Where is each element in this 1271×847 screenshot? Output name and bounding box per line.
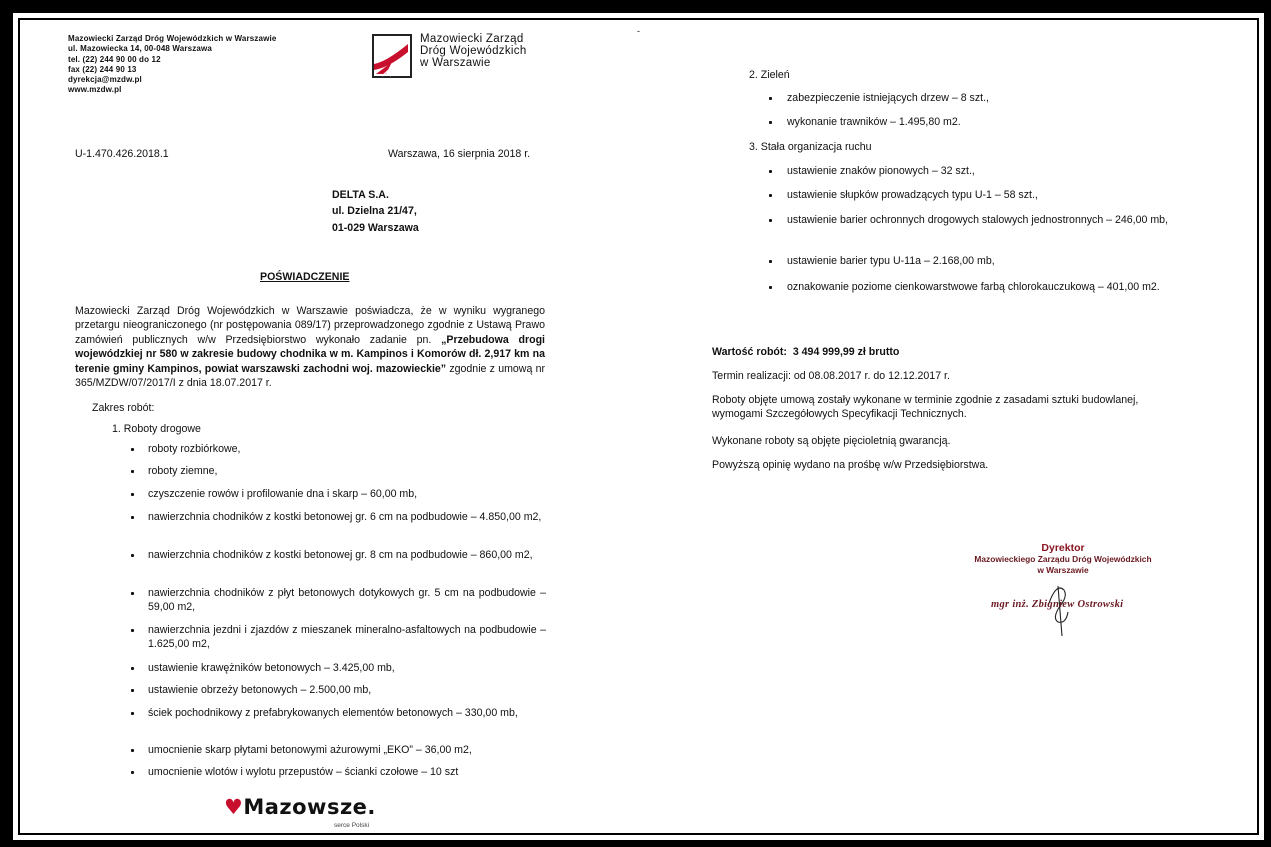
document-title: POŚWIADCZENIE bbox=[260, 271, 350, 283]
bullet-icon bbox=[769, 97, 772, 100]
bullet-icon bbox=[131, 448, 134, 451]
completion-term: Termin realizacji: od 08.08.2017 r. do 12.12.2017 r. bbox=[712, 370, 950, 382]
document-frame bbox=[13, 13, 1264, 840]
mzdw-logo-icon bbox=[372, 34, 412, 78]
list-item: ustawienie słupków prowadzących typu U-1 – 58 szt., bbox=[787, 189, 1038, 201]
stamp-title: Dyrektor bbox=[1041, 542, 1085, 554]
list-item: czyszczenie rowów i profilowanie dna i skarp – 60,00 mb, bbox=[148, 488, 418, 500]
list-item: nawierzchnia jezdni i zjazdów z mieszanek mineralno-asfaltowych na podbudowie – 1.625,00 m2, bbox=[148, 624, 546, 651]
bullet-icon bbox=[769, 286, 772, 289]
stamp-org: Mazowieckiego Zarządu Dróg Wojewódzkich bbox=[974, 554, 1152, 564]
addressee-line: ul. Dzielna 21/47, bbox=[332, 205, 417, 218]
intro-text: Mazowiecki Zarząd Dróg Wojewódzkich w Warszawie poświadcza, że w wyniku wygranego przetargu nieograniczonego (nr postępowania 089/17) przeprowadzonego zgodnie z Ustawą Prawo zamówień publicznych w/w Przedsiębiorstwo wykonało zadanie pn. bbox=[75, 305, 545, 346]
works-value bbox=[712, 345, 899, 359]
logo-text-line: Mazowiecki Zarząd bbox=[420, 33, 524, 45]
bullet-icon bbox=[131, 712, 134, 715]
section-heading: 1. Roboty drogowe bbox=[112, 423, 201, 435]
addressee-line: 01-029 Warszawa bbox=[332, 221, 419, 234]
page-mark: - bbox=[637, 26, 640, 36]
letterhead-line: www.mzdw.pl bbox=[68, 85, 122, 95]
list-item: ustawienie barier typu U-11a – 2.168,00 mb, bbox=[787, 255, 995, 267]
bullet-icon bbox=[131, 749, 134, 752]
list-item: umocnienie skarp płytami betonowymi ażurowymi „EKO” – 36,00 m2, bbox=[148, 744, 472, 756]
footer-logo-text: Mazowsze. bbox=[243, 795, 376, 819]
list-item: nawierzchnia chodników z kostki betonowej gr. 6 cm na podbudowie – 4.850,00 m2, bbox=[148, 511, 542, 523]
bullet-icon bbox=[769, 219, 772, 222]
addressee-block bbox=[332, 187, 419, 236]
place-date: Warszawa, 16 sierpnia 2018 r. bbox=[388, 148, 531, 160]
bullet-icon bbox=[131, 470, 134, 473]
list-item: zabezpieczenie istniejących drzew – 8 szt., bbox=[787, 92, 989, 104]
logo-text-line: Dróg Wojewódzkich bbox=[420, 45, 527, 58]
list-item: roboty rozbiórkowe, bbox=[148, 443, 241, 455]
bullet-icon bbox=[131, 592, 134, 595]
letterhead-line: fax (22) 244 90 13 bbox=[68, 64, 137, 74]
section-heading: 3. Stała organizacja ruchu bbox=[749, 141, 872, 153]
warranty-paragraph: Wykonane roboty są objęte pięcioletnią gwarancją. bbox=[712, 435, 951, 447]
bullet-icon bbox=[131, 771, 134, 774]
footer-tagline: serce Polski bbox=[334, 822, 370, 829]
value-label: Wartość robót: bbox=[712, 346, 787, 358]
letterhead-address bbox=[68, 34, 358, 96]
request-paragraph: Powyższą opinię wydano na prośbę w/w Przedsiębiorstwa. bbox=[712, 459, 989, 471]
scope-label: Zakres robót: bbox=[92, 402, 155, 414]
list-item: nawierzchnia chodników z płyt betonowych dotykowych gr. 5 cm na podbudowie – 59,00 m2, bbox=[148, 587, 546, 614]
bullet-icon bbox=[769, 260, 772, 263]
bullet-icon bbox=[131, 667, 134, 670]
addressee-line: DELTA S.A. bbox=[332, 189, 389, 201]
stamp-city: w Warszawie bbox=[1037, 565, 1089, 575]
list-item: ustawienie barier ochronnych drogowych stalowych jednostronnych – 246,00 mb, bbox=[787, 214, 1169, 226]
bullet-icon bbox=[131, 493, 134, 496]
list-item: ustawienie obrzeży betonowych – 2.500,00 mb, bbox=[148, 684, 372, 696]
bullet-icon bbox=[131, 516, 134, 519]
quality-paragraph: Roboty objęte umową zostały wykonane w terminie zgodnie z zasadami sztuki budowlanej, wymogami Szczegółowych Specyfikacji Technicznych. bbox=[712, 394, 1139, 421]
signatory-name: mgr inż. Zbigniew Ostrowski bbox=[991, 599, 1124, 610]
letterhead-line: dyrekcja@mzdw.pl bbox=[68, 75, 142, 85]
bullet-icon bbox=[131, 554, 134, 557]
letterhead-line: Mazowiecki Zarząd Dróg Wojewódzkich w Warszawie bbox=[68, 34, 277, 43]
director-stamp bbox=[956, 543, 1170, 576]
bullet-icon bbox=[769, 170, 772, 173]
list-item: umocnienie wlotów i wylotu przepustów – ścianki czołowe – 10 szt bbox=[148, 766, 459, 778]
bullet-icon bbox=[769, 121, 772, 124]
list-item: ustawienie krawężników betonowych – 3.425,00 mb, bbox=[148, 662, 395, 674]
mazowsze-logo bbox=[224, 795, 376, 819]
letterhead-line: tel. (22) 244 90 00 do 12 bbox=[68, 54, 161, 64]
contract-text: zgodnie z umową nr 365/MZDW/07/2017/I z dnia 18.07.2017 r. bbox=[75, 362, 545, 390]
task-name: „Przebudowa drogi wojewódzkiej nr 580 w zakresie budowy chodnika w m. Kampinos i Komorów dł. 2,917 km na terenie gminy Kampinos, powiat warszawski zachodni woj. mazowieckie” bbox=[75, 333, 545, 375]
bullet-icon bbox=[131, 629, 134, 632]
bullet-icon bbox=[131, 689, 134, 692]
list-item: wykonanie trawników – 1.495,80 m2. bbox=[787, 116, 961, 128]
list-item: oznakowanie poziome cienkowarstwowe farbą chlorokauczukową – 401,00 m2. bbox=[787, 281, 1160, 293]
value-amount: 3 494 999,99 zł brutto bbox=[792, 346, 900, 358]
intro-paragraph bbox=[75, 304, 545, 390]
list-item: nawierzchnia chodników z kostki betonowej gr. 8 cm na podbudowie – 860,00 m2, bbox=[148, 549, 533, 561]
section-heading: 2. Zieleń bbox=[749, 69, 790, 81]
reference-number: U-1.470.426.2018.1 bbox=[75, 148, 169, 160]
logo-text-line: w Warszawie bbox=[420, 57, 491, 70]
letterhead-line: ul. Mazowiecka 14, 00-048 Warszawa bbox=[68, 44, 212, 54]
list-item: roboty ziemne, bbox=[148, 465, 218, 477]
list-item: ściek pochodnikowy z prefabrykowanych elementów betonowych – 330,00 mb, bbox=[148, 707, 518, 719]
heart-icon: ♥ bbox=[224, 795, 244, 819]
bullet-icon bbox=[769, 194, 772, 197]
list-item: ustawienie znaków pionowych – 32 szt., bbox=[787, 165, 975, 177]
logo-text bbox=[420, 33, 527, 70]
